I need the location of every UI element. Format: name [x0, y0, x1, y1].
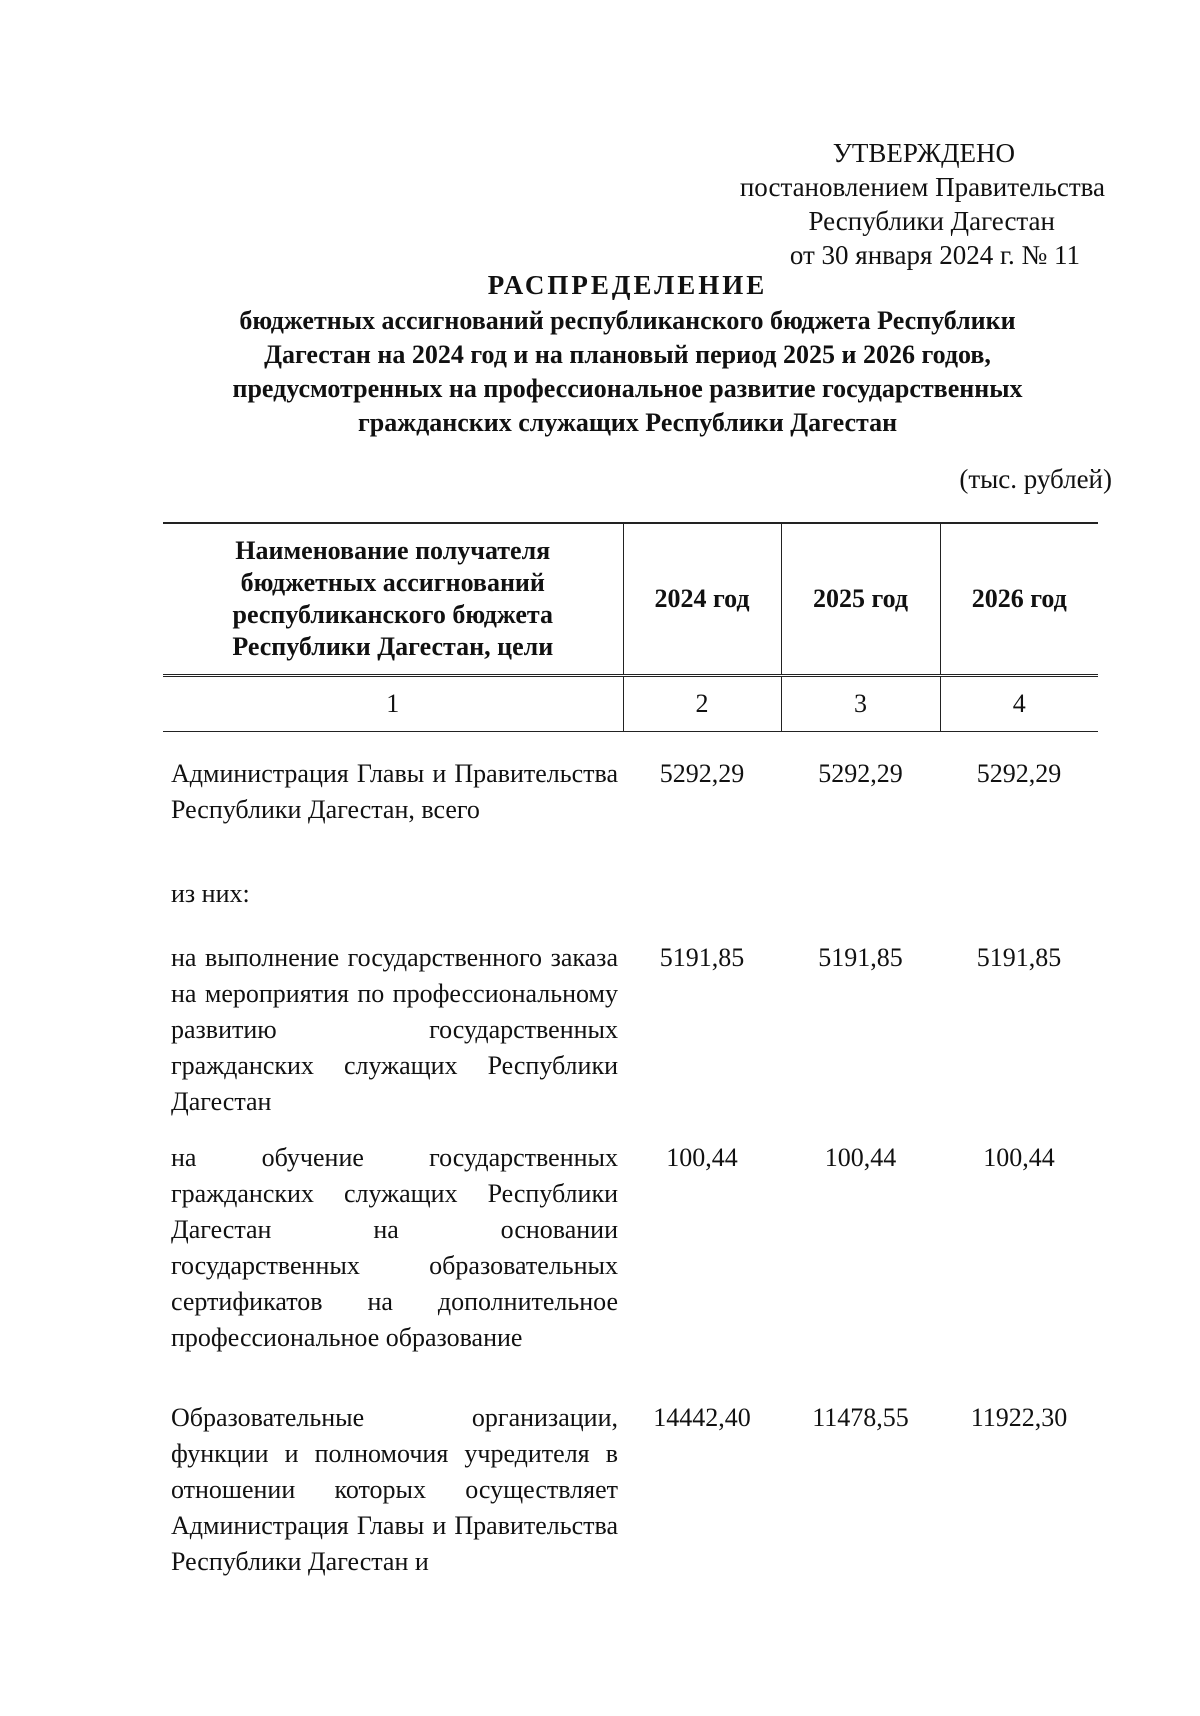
units-label: (тыс. рублей)	[959, 464, 1112, 494]
budget-table	[163, 522, 1098, 1600]
approval-line-3: Республики Дагестан	[808, 206, 1055, 236]
row-value-2024	[623, 876, 781, 940]
row-description: на выполнение государственного заказа на мероприятия по профессиональному развитию государственных гражданских служащих Республики Дагестан	[171, 943, 618, 1116]
row-value-2026: 11922,30	[970, 1403, 1068, 1432]
header-2024: 2024 год	[623, 523, 781, 676]
header-2025: 2025 год	[781, 523, 940, 676]
title-line-3: предусмотренных на профессиональное развитие государственных	[232, 374, 1023, 403]
row-value-2024: 5191,85	[659, 943, 745, 972]
row-description: Администрация Главы и Правительства Республики Дагестан, всего	[171, 759, 618, 824]
row-description: Образовательные организации, функции и полномочия учредителя в отношении которых осуществляет Администрация Главы и Правительства Республики Дагестан и	[171, 1403, 618, 1576]
row-value-2026: 5191,85	[976, 943, 1062, 972]
approval-line-2: постановлением Правительства	[739, 172, 1105, 202]
column-number-2: 2	[623, 676, 781, 732]
table-row	[163, 1400, 1098, 1600]
column-number-3: 3	[781, 676, 940, 732]
table-row	[163, 940, 1098, 1140]
document-title	[150, 268, 1105, 440]
row-value-2026: 5292,29	[976, 759, 1062, 788]
column-number-row	[163, 676, 1098, 732]
header-name: Наименование получателя бюджетных ассигнований республиканского бюджета Республики Дагестан, цели	[163, 523, 623, 676]
row-description: на обучение государственных гражданских служащих Республики Дагестан на основании государственных образовательных сертификатов на дополнительное профессиональное образование	[171, 1143, 618, 1352]
column-number-1: 1	[163, 676, 623, 732]
row-value-2026: 100,44	[983, 1143, 1055, 1172]
table-header-row	[163, 523, 1098, 676]
table-row	[163, 876, 1098, 940]
title-line-1: бюджетных ассигнований республиканского бюджета Республики	[239, 306, 1016, 335]
row-value-2025: 100,44	[824, 1143, 897, 1172]
row-value-2024: 14442,40	[653, 1403, 751, 1432]
row-value-2025	[781, 876, 940, 940]
row-value-2025: 11478,55	[812, 1403, 909, 1432]
header-2026: 2026 год	[940, 523, 1098, 676]
approval-stamp	[740, 136, 1105, 272]
approval-line-4: от 30 января 2024 г. № 11	[789, 240, 1080, 270]
title-line-4: гражданских служащих Республики Дагестан	[357, 408, 898, 437]
table-row	[163, 732, 1098, 877]
title-main: РАСПРЕДЕЛЕНИЕ	[487, 270, 768, 300]
column-number-4: 4	[940, 676, 1098, 732]
row-value-2025: 5292,29	[818, 759, 903, 788]
row-description: из них:	[171, 879, 250, 908]
row-value-2026	[940, 876, 1098, 940]
title-line-2: Дагестан на 2024 год и на плановый период 2025 и 2026 годов,	[264, 340, 991, 369]
approval-line-1: УТВЕРЖДЕНО	[832, 138, 1015, 168]
row-value-2025: 5191,85	[818, 943, 903, 972]
row-value-2024: 100,44	[666, 1143, 738, 1172]
row-value-2024: 5292,29	[659, 759, 745, 788]
table-row	[163, 1140, 1098, 1400]
